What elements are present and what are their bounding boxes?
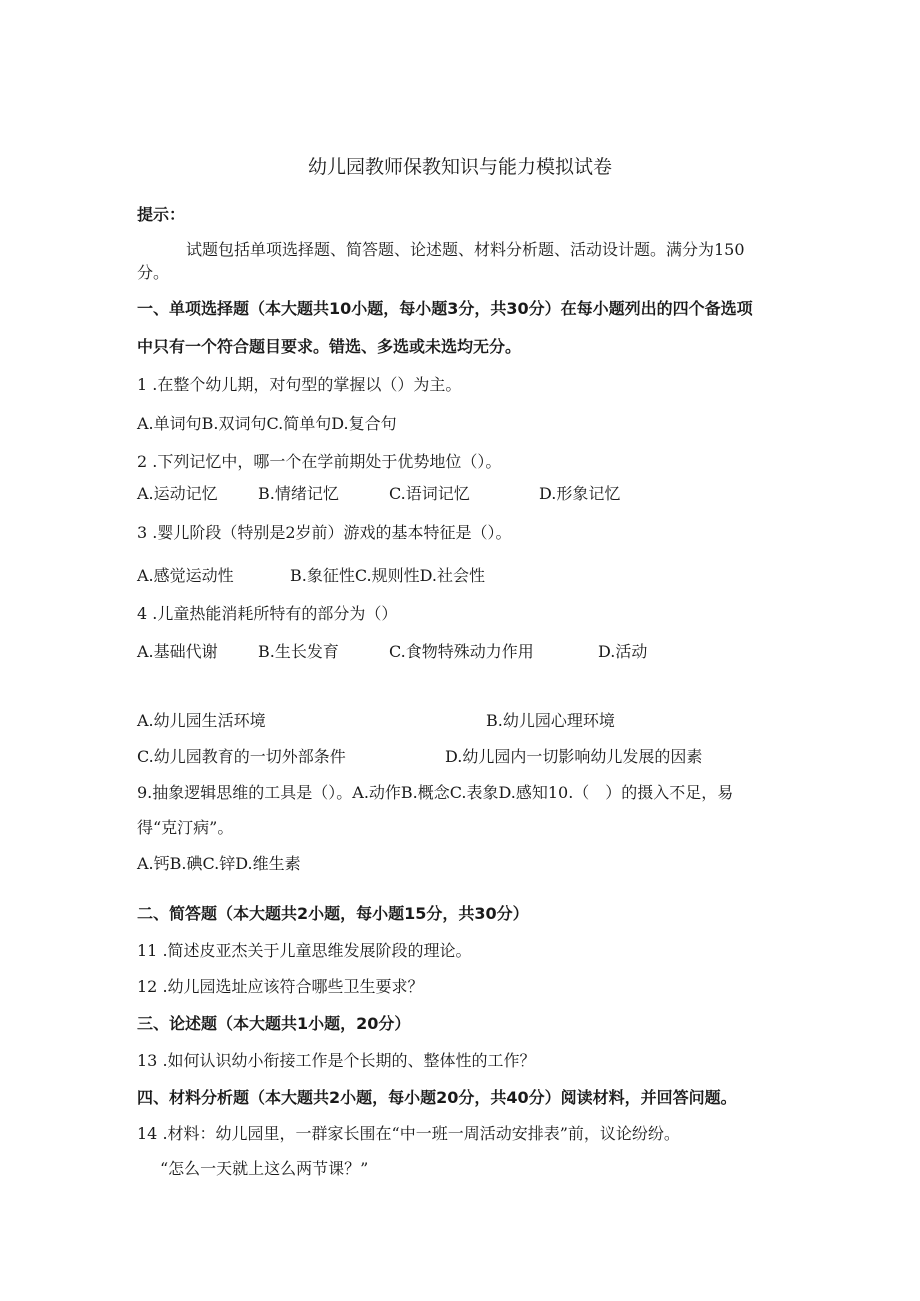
question-2-option-c: C.语词记忆: [389, 484, 470, 503]
question-env-option-b: B.幼儿园心理环境: [486, 711, 615, 730]
question-env-option-a: A.幼儿园生活环境: [137, 711, 266, 730]
question-13: 13 .如何认识幼小衔接工作是个长期的、整体性的工作？: [137, 1051, 536, 1070]
question-3-option-a: A.感觉运动性: [137, 566, 234, 585]
question-1-options: A.单词句B.双词句C.简单句D.复合句: [137, 414, 397, 433]
question-2-stem: 2 .下列记忆中，哪一个在学前期处于优势地位（）。: [137, 452, 502, 471]
question-4-option-b: B.生长发育: [258, 642, 339, 661]
question-9-line-1: 9.抽象逻辑思维的工具是（）。A.动作B.概念C.表象D.感知10.（ ）的摄入不足，易: [137, 783, 734, 802]
question-env-option-c: C.幼儿园教育的一切外部条件: [137, 747, 346, 766]
section4-heading: 四、材料分析题（本大题共2小题，每小题20分，共40分）阅读材料，并回答问题。: [137, 1088, 737, 1107]
intro-line-1: 试题包括单项选择题、简答题、论述题、材料分析题、活动设计题。满分为150: [186, 240, 745, 259]
page-title: 幼儿园教师保教知识与能力模拟试卷: [307, 156, 612, 178]
question-14-quote: “怎么一天就上这么两节课？”: [160, 1159, 369, 1178]
question-11: 11 .简述皮亚杰关于儿童思维发展阶段的理论。: [137, 941, 472, 960]
section2-heading: 二、简答题（本大题共2小题，每小题15分，共30分）: [137, 904, 529, 923]
question-env-option-d: D.幼儿园内一切影响幼儿发展的因素: [445, 747, 703, 766]
question-1-stem: 1 .在整个幼儿期，对句型的掌握以（）为主。: [137, 375, 462, 394]
question-4-stem: 4 .儿童热能消耗所特有的部分为（）: [137, 604, 398, 623]
question-4-option-c: C.食物特殊动力作用: [389, 642, 534, 661]
intro-line-2: 分。: [137, 263, 170, 282]
question-3-options-rest: B.象征性C.规则性D.社会性: [290, 566, 485, 585]
section1-heading-line-1: 一、单项选择题（本大题共10小题，每小题3分，共30分）在每小题列出的四个备选项: [137, 299, 753, 318]
question-4-option-a: A.基础代谢: [137, 642, 218, 661]
question-2-option-d: D.形象记忆: [539, 484, 621, 503]
question-2-option-b: B.情绪记忆: [258, 484, 339, 503]
question-3-stem: 3 .婴儿阶段（特别是2岁前）游戏的基本特征是（）。: [137, 523, 512, 542]
question-2-option-a: A.运动记忆: [137, 484, 218, 503]
question-10-options: A.钙B.碘C.锌D.维生素: [137, 854, 301, 873]
question-14-material: 14 .材料：幼儿园里，一群家长围在“中一班一周活动安排表”前，议论纷纷。: [137, 1124, 680, 1143]
question-9-line-2: 得“克汀病”。: [137, 818, 234, 837]
section1-heading-line-2: 中只有一个符合题目要求。错选、多选或未选均无分。: [137, 337, 522, 356]
section3-heading: 三、论述题（本大题共1小题，20分）: [137, 1014, 411, 1033]
tip-label: 提示：: [137, 205, 186, 224]
question-12: 12 .幼儿园选址应该符合哪些卫生要求？: [137, 977, 424, 996]
question-4-option-d: D.活动: [598, 642, 648, 661]
